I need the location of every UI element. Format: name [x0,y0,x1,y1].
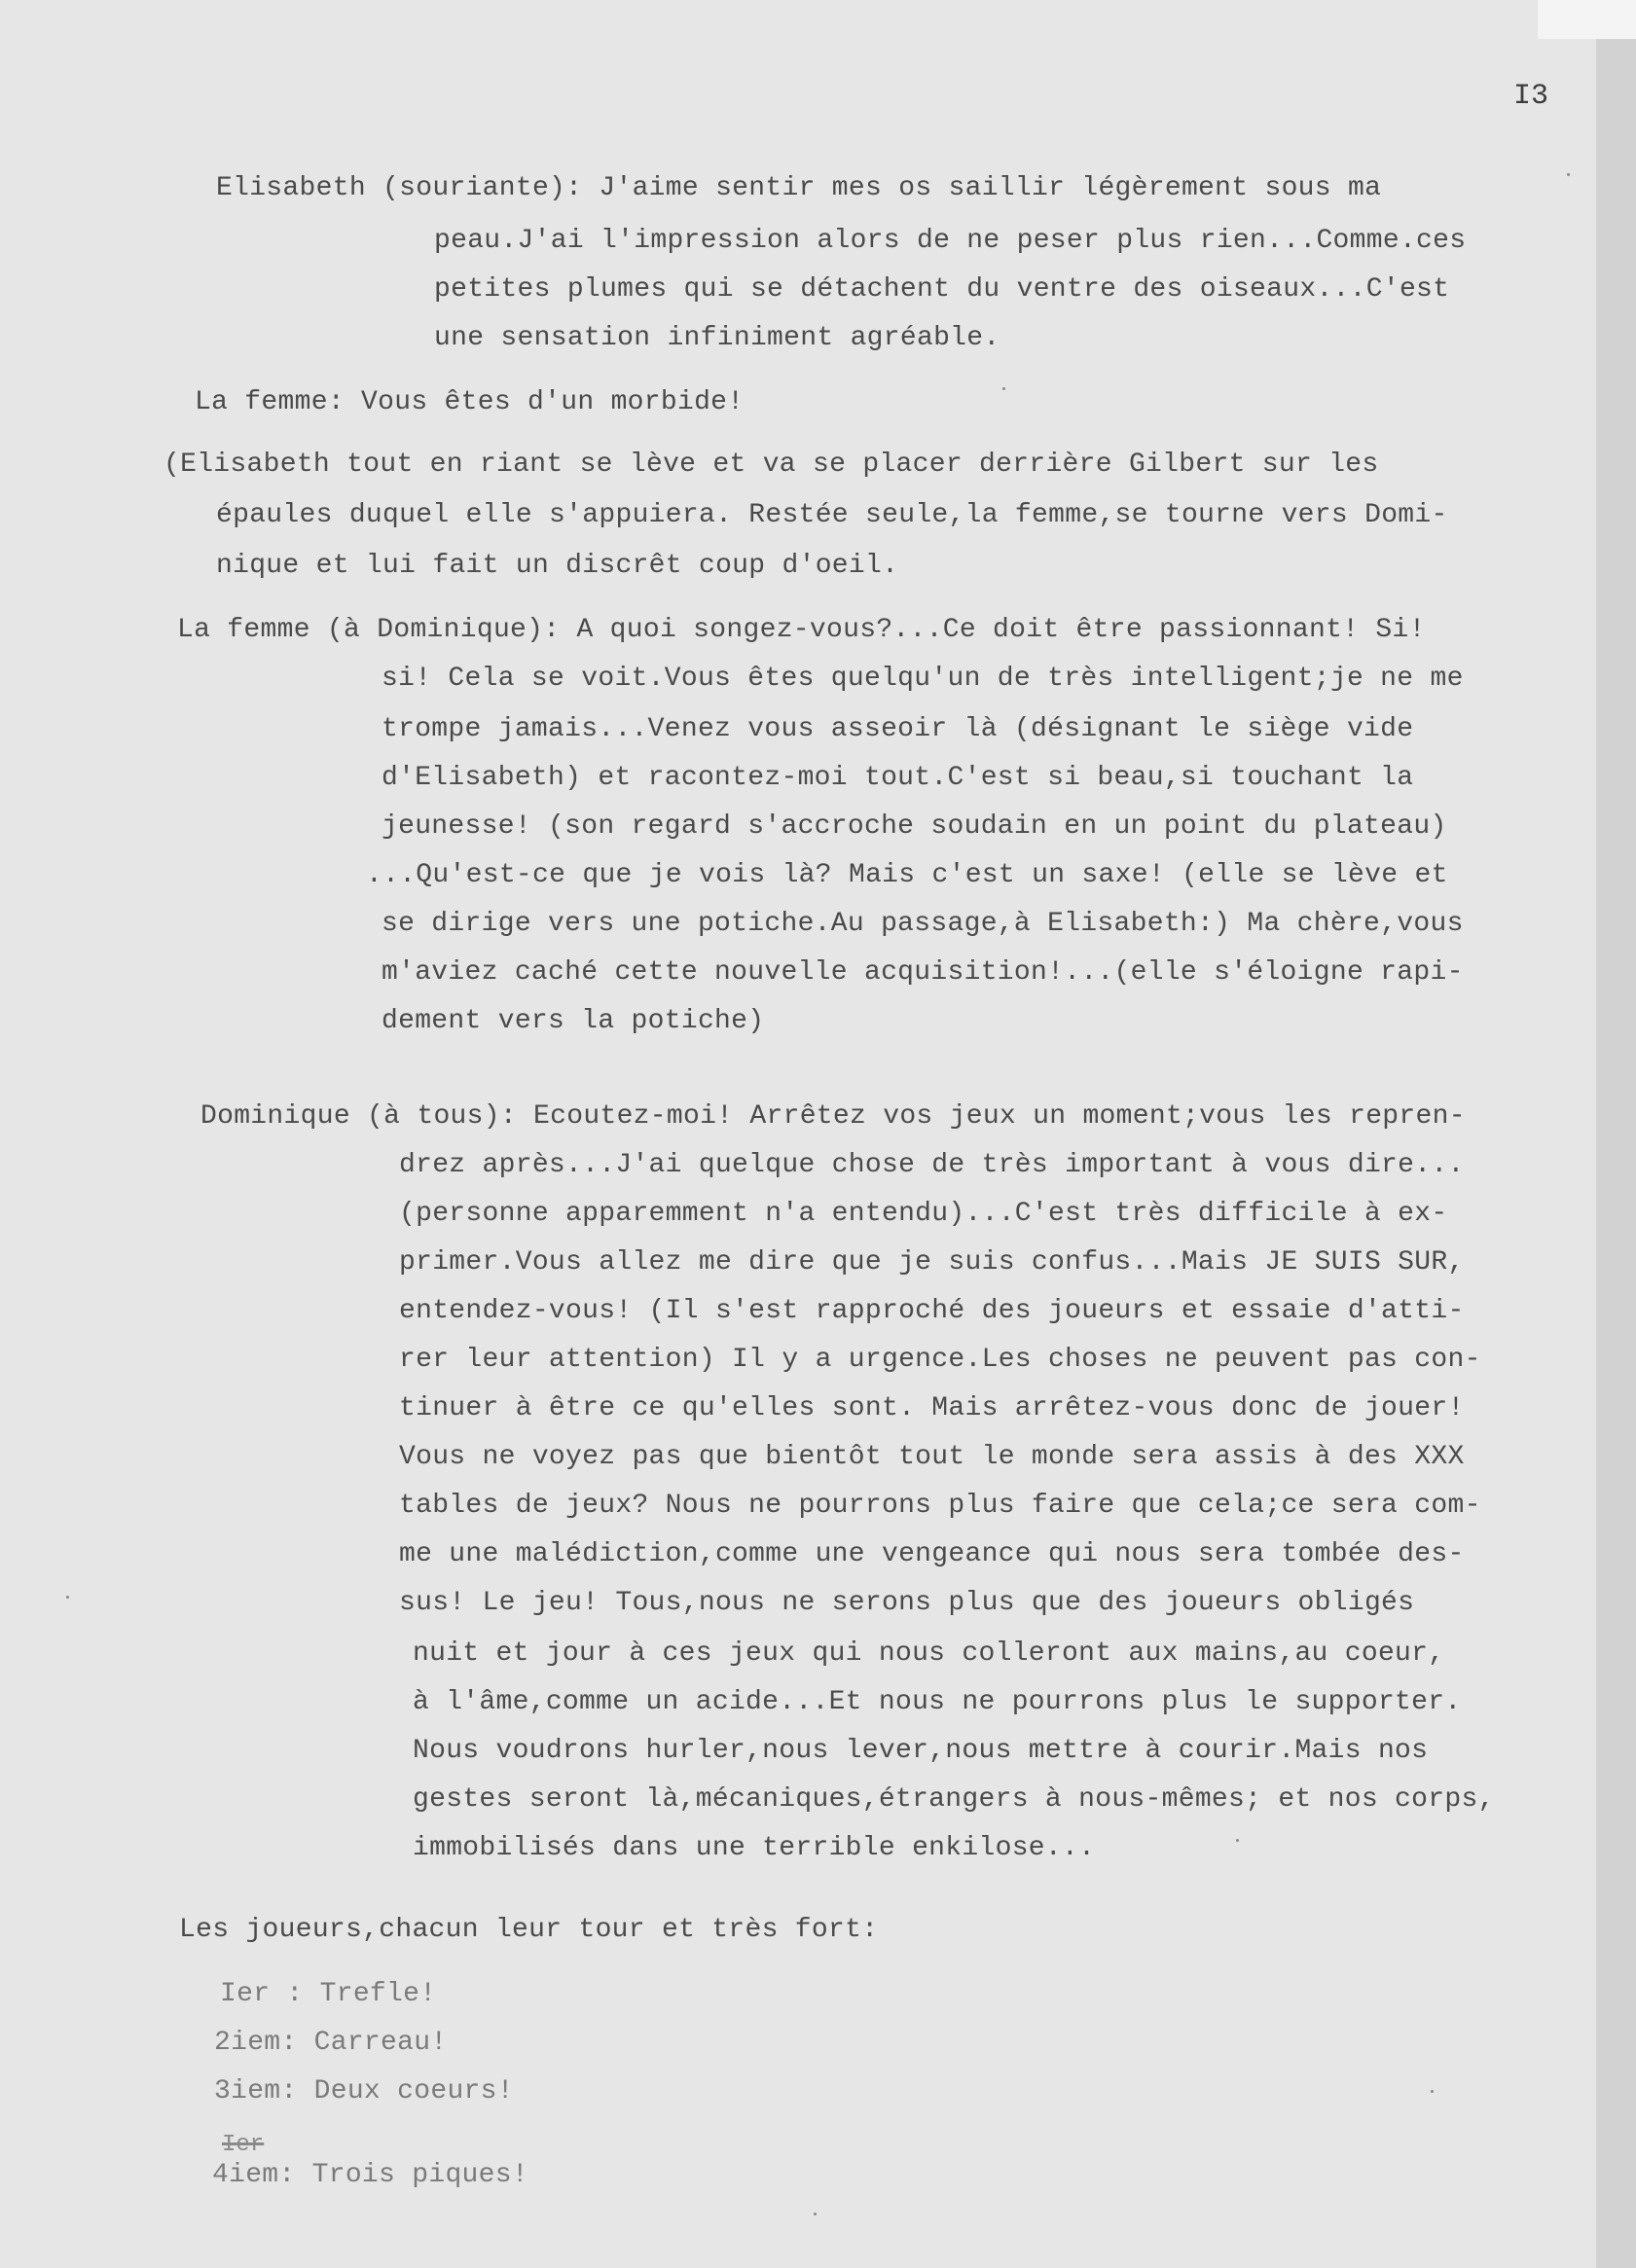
text-line: tinuer à être ce qu'elles sont. Mais arrêtez-vous donc de jouer! [399,1393,1465,1423]
text-line: Ier : Trefle! [220,1979,437,2009]
text-line: se dirige vers une potiche.Au passage,à Elisabeth:) Ma chère,vous [382,909,1464,939]
text-line: me une malédiction,comme une vengeance qui nous sera tombée des- [399,1539,1465,1569]
text-line: tables de jeux? Nous ne pourrons plus faire que cela;ce sera com- [399,1491,1481,1521]
text-line: 3iem: Deux coeurs! [214,2076,514,2106]
text-line: 4iem: Trois piques! [212,2160,528,2190]
text-line: peau.J'ai l'impression alors de ne peser plus rien...Comme.ces [434,226,1467,256]
text-line: si! Cela se voit.Vous êtes quelqu'un de très intelligent;je ne me [382,664,1464,694]
text-line: drez après...J'ai quelque chose de très important à vous dire... [399,1150,1465,1180]
text-line: d'Elisabeth) et racontez-moi tout.C'est si beau,si touchant la [382,763,1414,793]
text-line: ...Qu'est-ce que je vois là? Mais c'est un saxe! (elle se lève et [366,860,1448,890]
text-line: trompe jamais...Venez vous asseoir là (désignant le siège vide [382,714,1414,744]
struck-text: Ier [222,2132,265,2158]
text-line: 2iem: Carreau! [214,2028,448,2058]
text-line: m'aviez caché cette nouvelle acquisition!...(elle s'éloigne rapi- [382,957,1464,988]
paper-speck [1431,2090,1434,2093]
paper-speck [1567,173,1570,176]
text-line: jeunesse! (son regard s'accroche soudain en un point du plateau) [382,811,1447,842]
text-line: primer.Vous allez me dire que je suis confus...Mais JE SUIS SUR, [399,1247,1465,1278]
page-number: I3 [1513,80,1549,113]
paper-speck [1002,387,1005,390]
paper-edge [1596,0,1636,2268]
text-line: Nous voudrons hurler,nous lever,nous mettre à courir.Mais nos [413,1736,1429,1766]
text-line: La femme (à Dominique): A quoi songez-vous?...Ce doit être passionnant! Si! [177,615,1426,645]
text-line: (personne apparemment n'a entendu)...C'est très difficile à ex- [399,1199,1448,1229]
text-line: La femme: Vous êtes d'un morbide! [195,387,745,417]
text-line: entendez-vous! (Il s'est rapproché des joueurs et essaie d'atti- [399,1296,1465,1326]
text-line: à l'âme,comme un acide...Et nous ne pourrons plus le supporter. [413,1687,1462,1717]
paper-speck [814,2213,817,2215]
text-line: rer leur attention) Il y a urgence.Les choses ne peuvent pas con- [399,1345,1481,1375]
text-line: petites plumes qui se détachent du ventre des oiseaux...C'est [434,274,1450,305]
text-line: gestes seront là,mécaniques,étrangers à nous-mêmes; et nos corps, [413,1784,1495,1815]
text-line: Elisabeth (souriante): J'aime sentir mes os saillir légèrement sous ma [216,173,1382,203]
text-line: immobilisés dans une terrible enkilose... [413,1833,1096,1863]
text-line: sus! Le jeu! Tous,nous ne serons plus que des joueurs obligés [399,1588,1415,1618]
text-line: Vous ne voyez pas que bientôt tout le monde sera assis à des XXX [399,1442,1465,1472]
text-line: nuit et jour à ces jeux qui nous colleront aux mains,au coeur, [413,1638,1445,1669]
paper-corner [1538,0,1636,39]
text-line: une sensation infiniment agréable. [434,323,1000,353]
paper-speck [1236,1839,1239,1842]
text-line: (Elisabeth tout en riant se lève et va se placer derrière Gilbert sur les [164,450,1379,480]
text-line: dement vers la potiche) [382,1006,765,1036]
text-line: épaules duquel elle s'appuiera. Restée seule,la femme,se tourne vers Domi- [216,500,1448,530]
text-line: Les joueurs,chacun leur tour et très fort: [179,1915,879,1945]
paper-speck [66,1596,69,1599]
text-line: nique et lui fait un discrêt coup d'oeil. [216,551,899,581]
text-line: Dominique (à tous): Ecoutez-moi! Arrêtez vos jeux un moment;vous les repren- [200,1101,1466,1132]
